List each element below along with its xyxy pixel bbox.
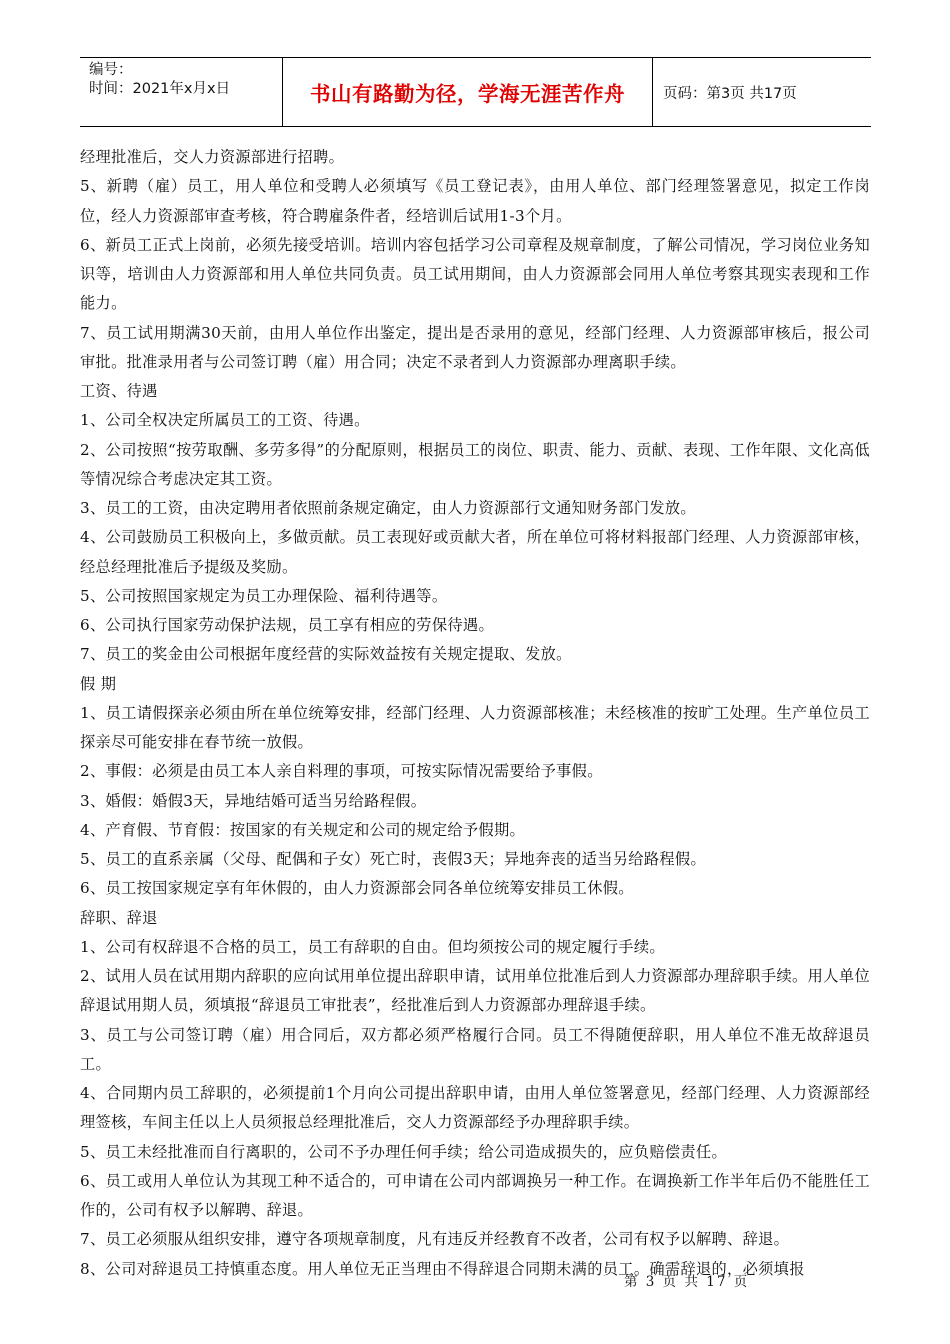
paragraph: 6、员工或用人单位认为其现工种不适合的，可申请在公司内部调换另一种工作。在调换新工作半年后仍不能胜任工作的，公司有权予以解聘、辞退。 [80,1171,870,1219]
page-footer: 第 3 页 共 17 页 [624,1274,750,1290]
paragraph: 2、事假：必须是由员工本人亲自料理的事项，可按实际情况需要给予事假。 [80,762,603,781]
paragraph: 7、员工的奖金由公司根据年度经营的实际效益按有关规定提取、发放。 [80,645,572,664]
paragraph: 2、公司按照“按劳取酬、多劳多得”的分配原则，根据员工的岗位、职责、能力、贡献、表现、工作年限、文化高低等情况综合考虑决定其工资。 [80,440,870,488]
page-header [80,57,871,127]
paragraph: 5、新聘（雇）员工，用人单位和受聘人必须填写《员工登记表》，由用人单位、部门经理签署意见，拟定工作岗位，经人力资源部审查考核，符合聘雇条件者，经培训后试用1-3个月。 [80,177,870,225]
paragraph: 经理批准后，交人力资源部进行招聘。 [80,148,345,166]
paragraph: 1、公司全权决定所属员工的工资、待遇。 [80,411,370,430]
paragraph: 4、合同期内员工辞职的，必须提前1个月向公司提出辞职申请，由用人单位签署意见，经部门经理、人力资源部经理签核，车间主任以上人员须报总经理批准后，交人力资源部经予办理辞职手续。 [80,1084,870,1132]
paragraph: 6、新员工正式上岗前，必须先接受培训。培训内容包括学习公司章程及规章制度，了解公司情况，学习岗位业务知识等，培训由人力资源部和用人单位共同负责。员工试用期间，由人力资源部会同用人单位考察其现实表现和工作能力。 [80,235,870,313]
header-page-info: 页码：第3页 共17页 [663,85,797,102]
paragraph: 3、员工的工资，由决定聘用者依照前条规定确定，由人力资源部行文通知财务部门发放。 [80,499,696,517]
paragraph: 1、员工请假探亲必须由所在单位统筹安排，经部门经理、人力资源部核准；未经核准的按旷工处理。生产单位员工探亲尽可能安排在春节统一放假。 [80,703,870,751]
section-heading-salary: 工资、待遇 [80,382,158,400]
paragraph: 6、公司执行国家劳动保护法规，员工享有相应的劳保待遇。 [80,616,494,634]
paragraph: 5、员工的直系亲属（父母、配偶和子女）死亡时，丧假3天；异地奔丧的适当另给路程假。 [80,850,706,868]
paragraph: 6、员工按国家规定享有年休假的，由人力资源部会同各单位统筹安排员工休假。 [80,879,634,898]
paragraph: 4、产育假、节育假：按国家的有关规定和公司的规定给予假期。 [80,820,526,839]
paragraph: 7、员工必须服从组织安排，遵守各项规章制度，凡有违反并经教育不改者，公司有权予以解聘、辞退。 [80,1230,790,1249]
header-motto: 书山有路勤为径，学海无涯苦作舟 [283,58,653,126]
paragraph: 1、公司有权辞退不合格的员工，员工有辞职的自由。但均须按公司的规定履行手续。 [80,937,665,956]
paragraph: 5、员工未经批准而自行离职的，公司不予办理任何手续；给公司造成损失的，应负赔偿责任。 [80,1142,728,1161]
section-heading-leave: 假 期 [80,674,117,693]
document-time-label: 时间：2021年x月x日 [89,81,231,97]
paragraph: 8、公司对辞退员工持慎重态度。用人单位无正当理由不得辞退合同期未满的员工。确需辞退的，必须填报 [80,1259,805,1278]
paragraph: 2、试用人员在试用期内辞职的应向试用单位提出辞职申请，试用单位批准后到人力资源部办理辞职手续。用人单位辞退试用期人员，须填报“辞退员工审批表”，经批准后到人力资源部办理辞退手续。 [80,967,870,1015]
section-heading-resignation: 辞职、辞退 [80,908,158,927]
paragraph: 7、员工试用期满30天前，由用人单位作出鉴定，提出是否录用的意见，经部门经理、人力资源部审核后，报公司审批。批准录用者与公司签订聘（雇）用合同；决定不录者到人力资源部办理离职手续。 [80,323,870,371]
header-meta [80,58,283,126]
paragraph: 3、婚假：婚假3天，异地结婚可适当另给路程假。 [80,791,427,810]
paragraph: 3、员工与公司签订聘（雇）用合同后，双方都必须严格履行合同。员工不得随便辞职，用人单位不准无故辞退员工。 [80,1025,870,1073]
paragraph: 5、公司按照国家规定为员工办理保险、福利待遇等。 [80,586,448,605]
document-number-label: 编号： [89,62,133,78]
document-body [80,143,870,1284]
paragraph: 4、公司鼓励员工积极向上，多做贡献。员工表现好或贡献大者，所在单位可将材料报部门经理、人力资源部审核，经总经理批准后予提级及奖励。 [80,528,870,576]
